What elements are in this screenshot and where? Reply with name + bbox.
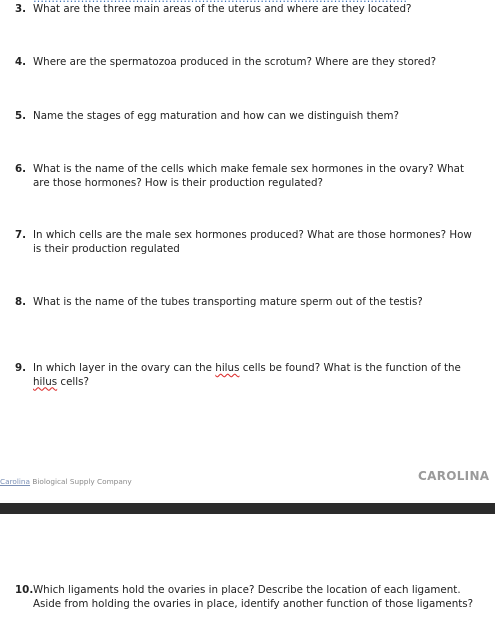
question-5 xyxy=(15,110,477,124)
question-number: 9. xyxy=(15,362,27,374)
question-text: Name the stages of egg maturation and how can we distinguish them? xyxy=(33,110,399,122)
question-number: 3. xyxy=(15,3,27,15)
question-9 xyxy=(15,362,477,389)
question-text xyxy=(33,362,477,389)
question-3 xyxy=(15,3,477,17)
question-number: 8. xyxy=(15,296,27,308)
question-text-part: In which layer in the ovary can the xyxy=(33,362,216,374)
spellcheck-word[interactable]: hilus xyxy=(215,362,240,374)
page-separator xyxy=(0,503,495,514)
question-text: What are the three main areas of the uterus and where are they located? xyxy=(33,3,412,15)
question-number: 7. xyxy=(15,229,27,241)
question-number: 5. xyxy=(15,110,27,122)
question-text-part: cells be found? What is the function of the xyxy=(239,362,461,374)
question-10 xyxy=(15,584,485,611)
question-8 xyxy=(15,296,477,310)
question-6 xyxy=(15,163,477,190)
document-page-2 xyxy=(0,514,495,630)
question-7 xyxy=(15,229,477,256)
question-text: What is the name of the tubes transporting mature sperm out of the testis? xyxy=(33,296,423,308)
company-link[interactable]: Carolina xyxy=(0,477,31,486)
spellcheck-word[interactable]: hilus xyxy=(33,375,58,388)
question-text: Which ligaments hold the ovaries in place? Describe the location of each ligament. Aside from holding the ovaries in place, identify another function of those ligaments? xyxy=(33,584,474,610)
footer-company xyxy=(0,477,132,486)
question-text: Where are the spermatozoa produced in the scrotum? Where are they stored? xyxy=(33,56,437,68)
question-4 xyxy=(15,56,477,70)
question-number: 10. xyxy=(15,584,34,596)
question-number: 4. xyxy=(15,56,27,68)
question-number: 6. xyxy=(15,163,27,175)
carolina-logo: CAROLINA xyxy=(418,469,490,483)
company-name-rest: Biological Supply Company xyxy=(30,477,132,486)
question-text: What is the name of the cells which make female sex hormones in the ovary? What are those hormones? How is their production regulated? xyxy=(33,163,465,189)
question-text-part: cells? xyxy=(57,375,89,388)
question-text: In which cells are the male sex hormones produced? What are those hormones? How is their production regulated xyxy=(33,229,472,255)
